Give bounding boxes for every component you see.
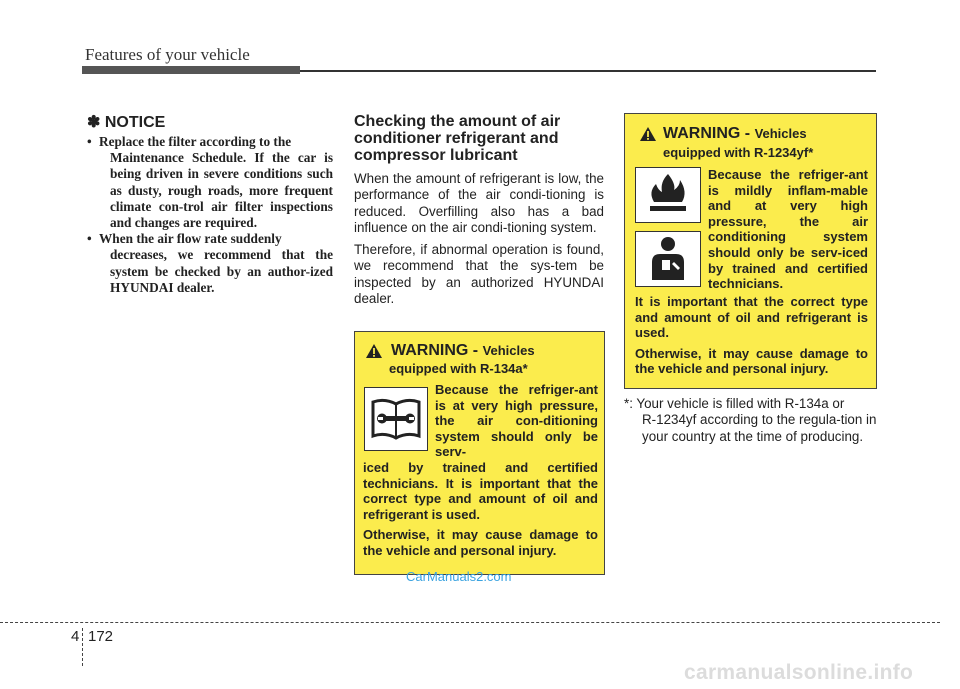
technician-icon [636,232,700,286]
page-number: 172 [88,628,114,645]
warning-equipped: equipped with R-1234yf* [663,145,814,160]
notice-section [87,112,333,296]
list-item [87,231,333,296]
warning-heading [391,342,535,360]
warning-text-2 [363,460,598,559]
footnote-first: *: Your vehicle is filled with R-134a or [624,396,845,411]
chapter-number: 4 [71,628,80,645]
warning-vehicles: Vehicles [754,126,807,141]
warning-triangle-icon [639,126,657,142]
page-separator [82,628,83,666]
notice-title: ✽ NOTICE [87,114,166,131]
warning-text-line: Otherwise, it may cause damage to the vehicle and personal injury. [635,345,868,377]
warning-label: WARNING - [663,125,751,142]
notice-list [87,134,333,296]
notice-item-rest: Maintenance Schedule. If the car is being driven in severe conditions such as dusty, rough roads, more frequent climate con-trol air filter inspections and changes are required. [110,150,333,231]
warning-text-2 [635,294,868,377]
header-bar [82,66,300,74]
flame-icon [636,168,700,222]
watermark-link[interactable]: CarManuals2.com [406,569,512,584]
footnote [624,396,877,445]
warning-equipped: equipped with R-134a* [389,361,528,376]
watermark-text: carmanualsonline.info [684,661,914,684]
warning-heading [663,125,807,143]
service-manual-icon [365,388,427,450]
warning-text-1 [435,382,598,460]
warning-triangle-icon [365,343,383,359]
section-title: Checking the amount of air conditioner refrigerant and compressor lubricant [354,113,561,164]
paragraph: Therefore, if abnormal operation is found, we recommend that the sys-tem be inspected by an authorized HYUNDAI dealer. [354,242,604,307]
warning-box-r134a [354,331,605,575]
notice-item-rest: decreases, we recommend that the system be checked by an author-ized HYUNDAI dealer. [110,247,333,295]
manual-icon-box [364,387,428,451]
paragraph: When the amount of refrigerant is low, the performance of the air condi-tioning is reduced. Overfilling also has a bad influence on the air condi-tioning system. [354,171,604,235]
checking-section [354,113,604,313]
notice-item-first: Replace the filter according to the [99,134,292,149]
list-item [87,134,333,231]
footnote-rest: R-1234yf according to the regula-tion in your country at the time of producing. [642,412,877,444]
warning-box-r1234yf [624,113,877,389]
warning-text-line: Because the refriger-ant is mildly inflam-mable and at very high pressure, the air conditioning system should only be serv-iced by trained and certified technicians. [708,167,868,292]
warning-vehicles: Vehicles [482,343,535,358]
footer-rule [0,622,940,623]
warning-label: WARNING - [391,342,479,359]
warning-text-1 [708,167,868,292]
warning-text-line: iced by trained and certified technicians. It is important that the correct type and amount of oil and refrigerant is used. [363,460,598,522]
flammable-icon-box [635,167,701,223]
warning-text-line: Because the refriger-ant is at very high pressure, the air con-ditioning system should only be serv- [435,382,598,460]
technician-icon-box [635,231,701,287]
page-header-title: Features of your vehicle [85,45,250,64]
warning-text-line: Otherwise, it may cause damage to the vehicle and personal injury. [363,527,598,558]
header-rule [300,70,876,72]
warning-text-line: It is important that the correct type and amount of oil and refrigerant is used. [635,294,868,341]
notice-item-first: When the air flow rate suddenly [99,231,282,247]
